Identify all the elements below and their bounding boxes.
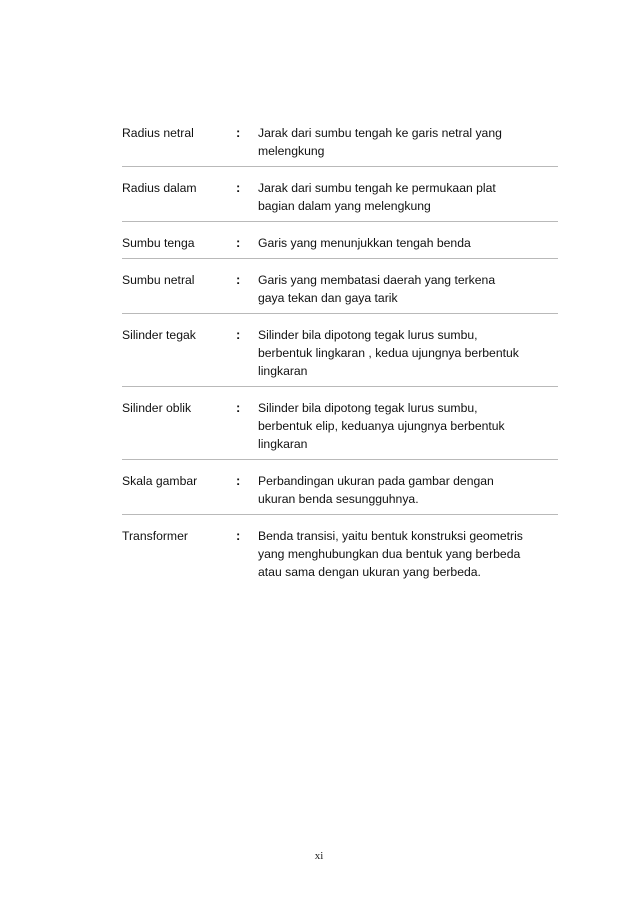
term-separator: : — [236, 272, 241, 287]
term-separator: : — [236, 125, 241, 140]
glossary-term: Sumbu netral — [122, 273, 195, 287]
glossary-entry — [122, 271, 558, 314]
definition-line: atau sama dengan ukuran yang berbeda. — [258, 565, 481, 579]
page-number: xi — [314, 850, 324, 862]
definition-line: lingkaran — [258, 437, 308, 451]
glossary-entry — [122, 527, 558, 587]
definition-line: gaya tekan dan gaya tarik — [258, 291, 398, 305]
definition-line: Benda transisi, yaitu bentuk konstruksi geometris — [258, 529, 523, 543]
definition-line: Silinder bila dipotong tegak lurus sumbu, — [258, 328, 478, 342]
glossary-entry — [122, 179, 558, 222]
definition-line: ukuran benda sesungguhnya. — [258, 492, 419, 506]
definition-line: berbentuk elip, keduanya ujungnya berbentuk — [258, 419, 505, 433]
definition-line: bagian dalam yang melengkung — [258, 199, 431, 213]
definition-line: Garis yang membatasi daerah yang terkena — [258, 273, 496, 287]
glossary-entry — [122, 326, 558, 387]
definition-line: Silinder bila dipotong tegak lurus sumbu, — [258, 401, 478, 415]
term-separator: : — [236, 180, 241, 195]
glossary-definition — [258, 179, 558, 215]
glossary-definition — [258, 124, 558, 160]
term-separator: : — [236, 528, 241, 543]
glossary-entry — [122, 124, 558, 167]
term-separator: : — [236, 235, 241, 250]
glossary-entry — [122, 472, 558, 515]
definition-line: Jarak dari sumbu tengah ke permukaan plat — [258, 181, 496, 195]
glossary-term: Transformer — [122, 529, 188, 543]
glossary-entry — [122, 399, 558, 460]
glossary-list — [122, 124, 558, 599]
term-separator: : — [236, 473, 241, 488]
glossary-term: Silinder oblik — [122, 401, 192, 415]
glossary-definition — [258, 527, 558, 581]
glossary-term: Sumbu tenga — [122, 236, 195, 250]
definition-line: berbentuk lingkaran , kedua ujungnya berbentuk — [258, 346, 519, 360]
definition-line: melengkung — [258, 144, 325, 158]
glossary-definition — [258, 234, 558, 252]
glossary-definition — [258, 326, 558, 380]
definition-line: Perbandingan ukuran pada gambar dengan — [258, 474, 494, 488]
term-separator: : — [236, 327, 241, 342]
glossary-entry — [122, 234, 558, 259]
glossary-definition — [258, 472, 558, 508]
glossary-term: Radius netral — [122, 126, 194, 140]
glossary-definition — [258, 399, 558, 453]
term-separator: : — [236, 400, 241, 415]
definition-line: Jarak dari sumbu tengah ke garis netral yang — [258, 126, 502, 140]
definition-line: Garis yang menunjukkan tengah benda — [258, 236, 471, 250]
glossary-term: Silinder tegak — [122, 328, 196, 342]
glossary-definition — [258, 271, 558, 307]
definition-line: lingkaran — [258, 364, 308, 378]
glossary-term: Skala gambar — [122, 474, 198, 488]
definition-line: yang menghubungkan dua bentuk yang berbeda — [258, 547, 521, 561]
glossary-term: Radius dalam — [122, 181, 197, 195]
